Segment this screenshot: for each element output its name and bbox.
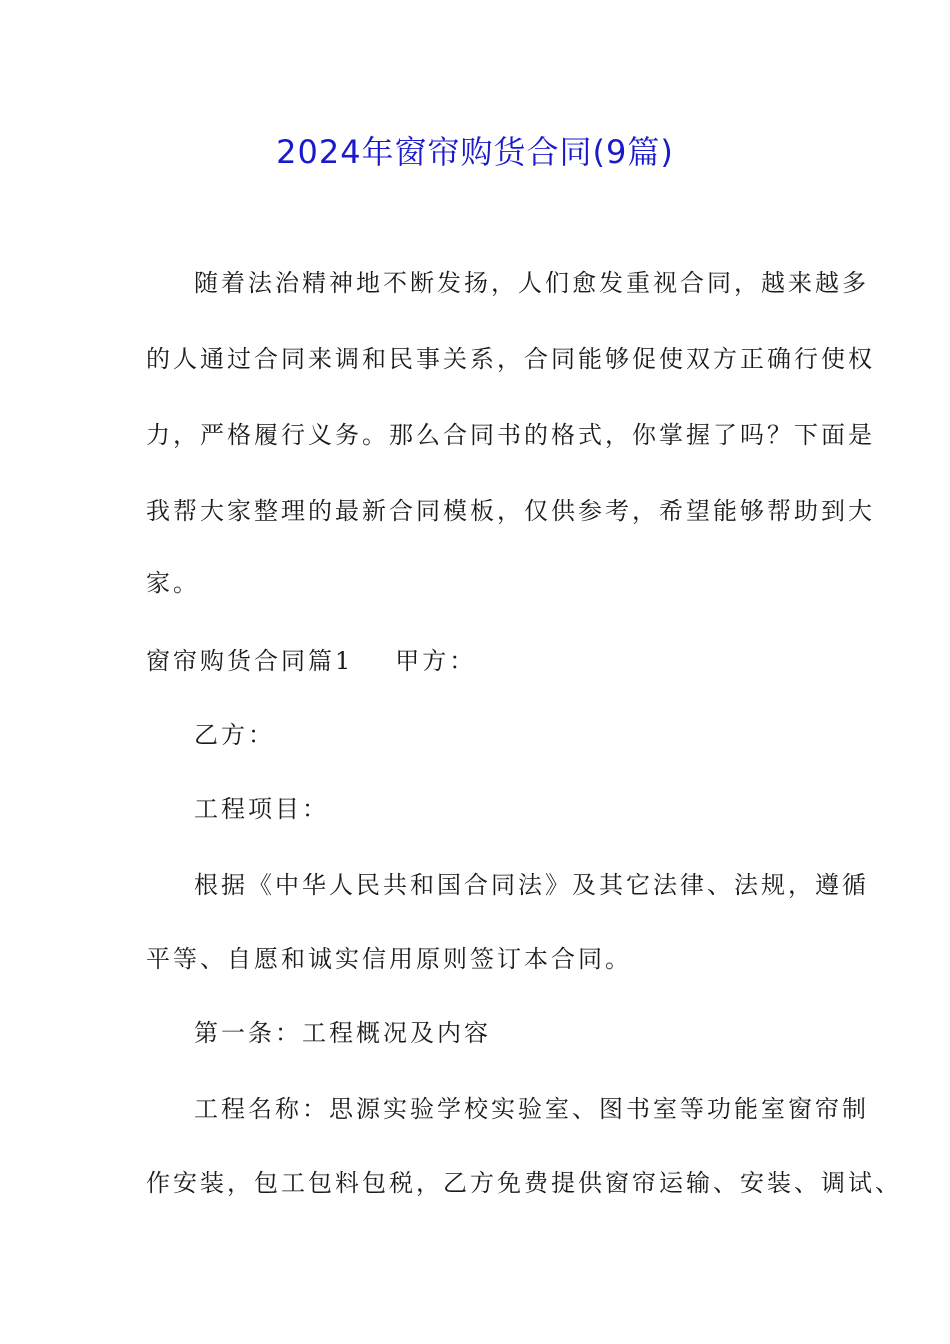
section-heading-row	[146, 644, 476, 678]
document-title: 2024年窗帘购货合同(9篇)	[276, 133, 674, 171]
basis-line-1: 根据《中华人民共和国合同法》及其它法律、法规，遵循	[194, 871, 869, 899]
project-label: 工程项目：	[194, 795, 329, 823]
intro-line-2: 的人通过合同来调和民事关系，合同能够促使双方正确行使权	[146, 345, 875, 373]
intro-line-4: 我帮大家整理的最新合同模板，仅供参考，希望能够帮助到大	[146, 497, 875, 525]
article-1-heading: 第一条：工程概况及内容	[194, 1019, 491, 1047]
intro-line-3: 力，严格履行义务。那么合同书的格式，你掌握了吗？下面是	[146, 421, 875, 449]
basis-line-2: 平等、自愿和诚实信用原则签订本合同。	[146, 945, 632, 973]
project-name-line-2: 作安装，包工包料包税，乙方免费提供窗帘运输、安装、调试、	[146, 1169, 902, 1197]
party-b-label: 乙方：	[194, 721, 275, 749]
section-heading: 窗帘购货合同篇1	[146, 647, 354, 675]
party-a-label: 甲方：	[395, 647, 477, 675]
intro-line-1: 随着法治精神地不断发扬，人们愈发重视合同，越来越多	[194, 269, 869, 297]
intro-line-5: 家。	[146, 569, 200, 597]
project-name-line-1: 工程名称：思源实验学校实验室、图书室等功能室窗帘制	[194, 1095, 869, 1123]
